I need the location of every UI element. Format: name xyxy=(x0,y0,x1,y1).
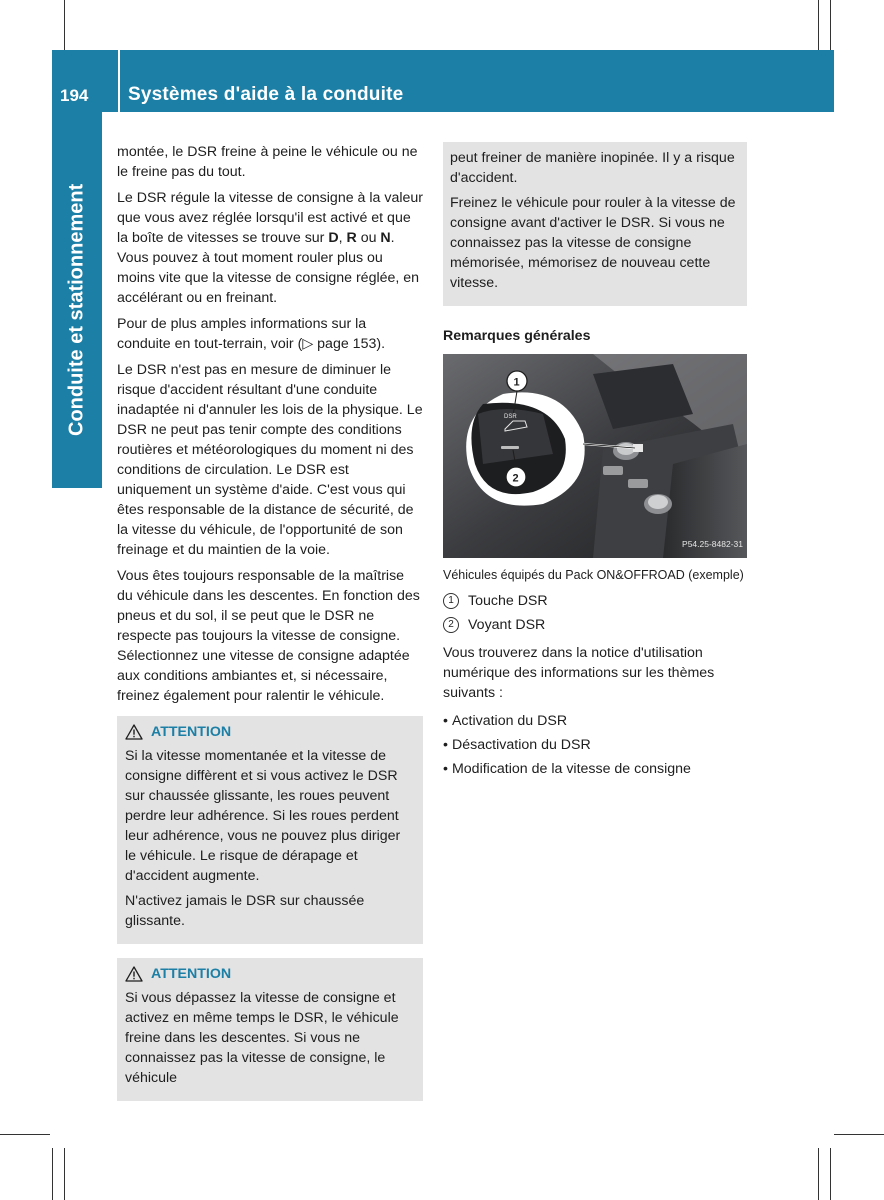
legend-label: Touche DSR xyxy=(468,593,548,609)
caution-box xyxy=(117,958,423,1101)
caution-text: N'activez jamais le DSR sur chaussée glissante. xyxy=(125,893,365,929)
legend-number: 1 xyxy=(443,593,459,609)
page-title: Systèmes d'aide à la conduite xyxy=(128,84,404,105)
gear-r: R xyxy=(346,230,357,246)
right-column xyxy=(443,142,747,783)
caution-title: ATTENTION xyxy=(151,966,232,982)
center-console-illustration xyxy=(443,354,747,558)
page-header xyxy=(52,50,834,112)
text-run: , xyxy=(338,230,347,246)
crop-mark xyxy=(52,1148,53,1200)
warning-triangle-icon xyxy=(125,966,143,982)
paragraph: Vous êtes toujours responsable de la maîtrise du véhicule dans les descentes. En fonction des pneus et du sol, il se peut que le DSR ne respecte pas toujours la vitesse de consigne. Sélectionnez une vitesse de consigne adaptée aux conditions ambiantes et, si nécessaire, freinez également pour ralentir le véhicule. xyxy=(117,568,420,704)
dsr-key-label: DSR xyxy=(504,414,517,420)
section-heading: Remarques générales xyxy=(443,328,591,344)
page-number: 194 xyxy=(60,86,89,105)
crop-mark xyxy=(64,1148,65,1200)
dsr-figure xyxy=(443,354,747,558)
paragraph: montée, le DSR freine à peine le véhicule ou ne le freine pas du tout. xyxy=(117,144,418,180)
paragraph xyxy=(117,188,423,308)
caution-text: Si la vitesse momentanée et la vitesse de consigne diffèrent et si vous activez le DSR sur chaussée glissante, les roues peuvent perdre leur adhérence. Si les roues perdent leur adhérence, vous ne pouvez plus diriger le véhicule. Le risque de dérapage et d'accident augmente. xyxy=(125,748,401,884)
warning-triangle-icon xyxy=(125,724,143,740)
header-divider xyxy=(118,50,120,112)
crop-mark xyxy=(818,0,819,50)
text-run: ou xyxy=(356,230,381,246)
list-item: • Désactivation du DSR xyxy=(443,735,747,755)
caution-text: Freinez le véhicule pour rouler à la vitesse de consigne avant d'activer le DSR. Si vous ne connaissez pas la vitesse de consigne mémorisée, mémorisez de nouveau cette vitesse. xyxy=(450,195,736,291)
legend-item xyxy=(443,615,747,635)
paragraph: Pour de plus amples informations sur la conduite en tout-terrain, voir (▷ page 153). xyxy=(117,316,386,352)
left-column xyxy=(117,142,423,1101)
crop-mark xyxy=(830,0,831,50)
legend-number: 2 xyxy=(443,617,459,633)
gear-d: D xyxy=(328,230,339,246)
callout-1: 1 xyxy=(513,376,520,389)
chapter-label: Conduite et stationnement xyxy=(65,183,88,436)
legend-item xyxy=(443,591,747,611)
figure-code: P54.25-8482-31 xyxy=(682,539,743,549)
caution-title: ATTENTION xyxy=(151,724,232,740)
caution-text: peut freiner de manière inopinée. Il y a risque d'accident. xyxy=(450,150,735,186)
gear-n: N xyxy=(380,230,391,246)
crop-mark xyxy=(830,1148,831,1200)
caution-box xyxy=(117,716,423,944)
list-item: • Modification de la vitesse de consigne xyxy=(443,759,747,779)
crop-mark xyxy=(0,1134,50,1135)
caution-box-continued xyxy=(443,142,747,306)
text-run: Le DSR régule la vitesse de consigne à la valeur que vous avez réglée lorsqu'il est activé et que la boîte de vitesses se trouve sur xyxy=(117,190,423,246)
paragraph: Le DSR n'est pas en mesure de diminuer le risque d'accident résultant d'une conduite inadaptée ni d'annuler les lois de la physique. Le DSR ne peut pas tenir compte des conditions routières et météorologiques du moment ni des conditions de circulation. Le DSR est uniquement un système d'aide. C'est vous qui êtes responsable de la distance de sécurité, de la vitesse du véhicule, de l'opportunité de son freinage et du maintien de la voie. xyxy=(117,362,423,558)
crop-mark xyxy=(64,0,65,50)
crop-mark xyxy=(834,1134,884,1135)
list-item: • Activation du DSR xyxy=(443,711,747,731)
topic-list xyxy=(443,711,747,779)
text-run: . Vous pouvez à tout moment rouler plus ou moins vite que la vitesse de consigne réglée, en accélérant ou en freinant. xyxy=(117,230,420,306)
crop-mark xyxy=(818,1148,819,1200)
chapter-side-tab xyxy=(52,112,102,488)
paragraph: Vous trouverez dans la notice d'utilisation numérique des informations sur les thèmes suivants : xyxy=(443,645,715,701)
caution-text: Si vous dépassez la vitesse de consigne et activez en même temps le DSR, le véhicule freine dans les descentes. Si vous ne connaissez pas la vitesse de consigne, le véhicule xyxy=(125,990,399,1086)
legend-label: Voyant DSR xyxy=(468,617,546,633)
callout-2: 2 xyxy=(512,472,519,485)
figure-caption: Véhicules équipés du Pack ON&OFFROAD (exemple) xyxy=(443,568,744,582)
